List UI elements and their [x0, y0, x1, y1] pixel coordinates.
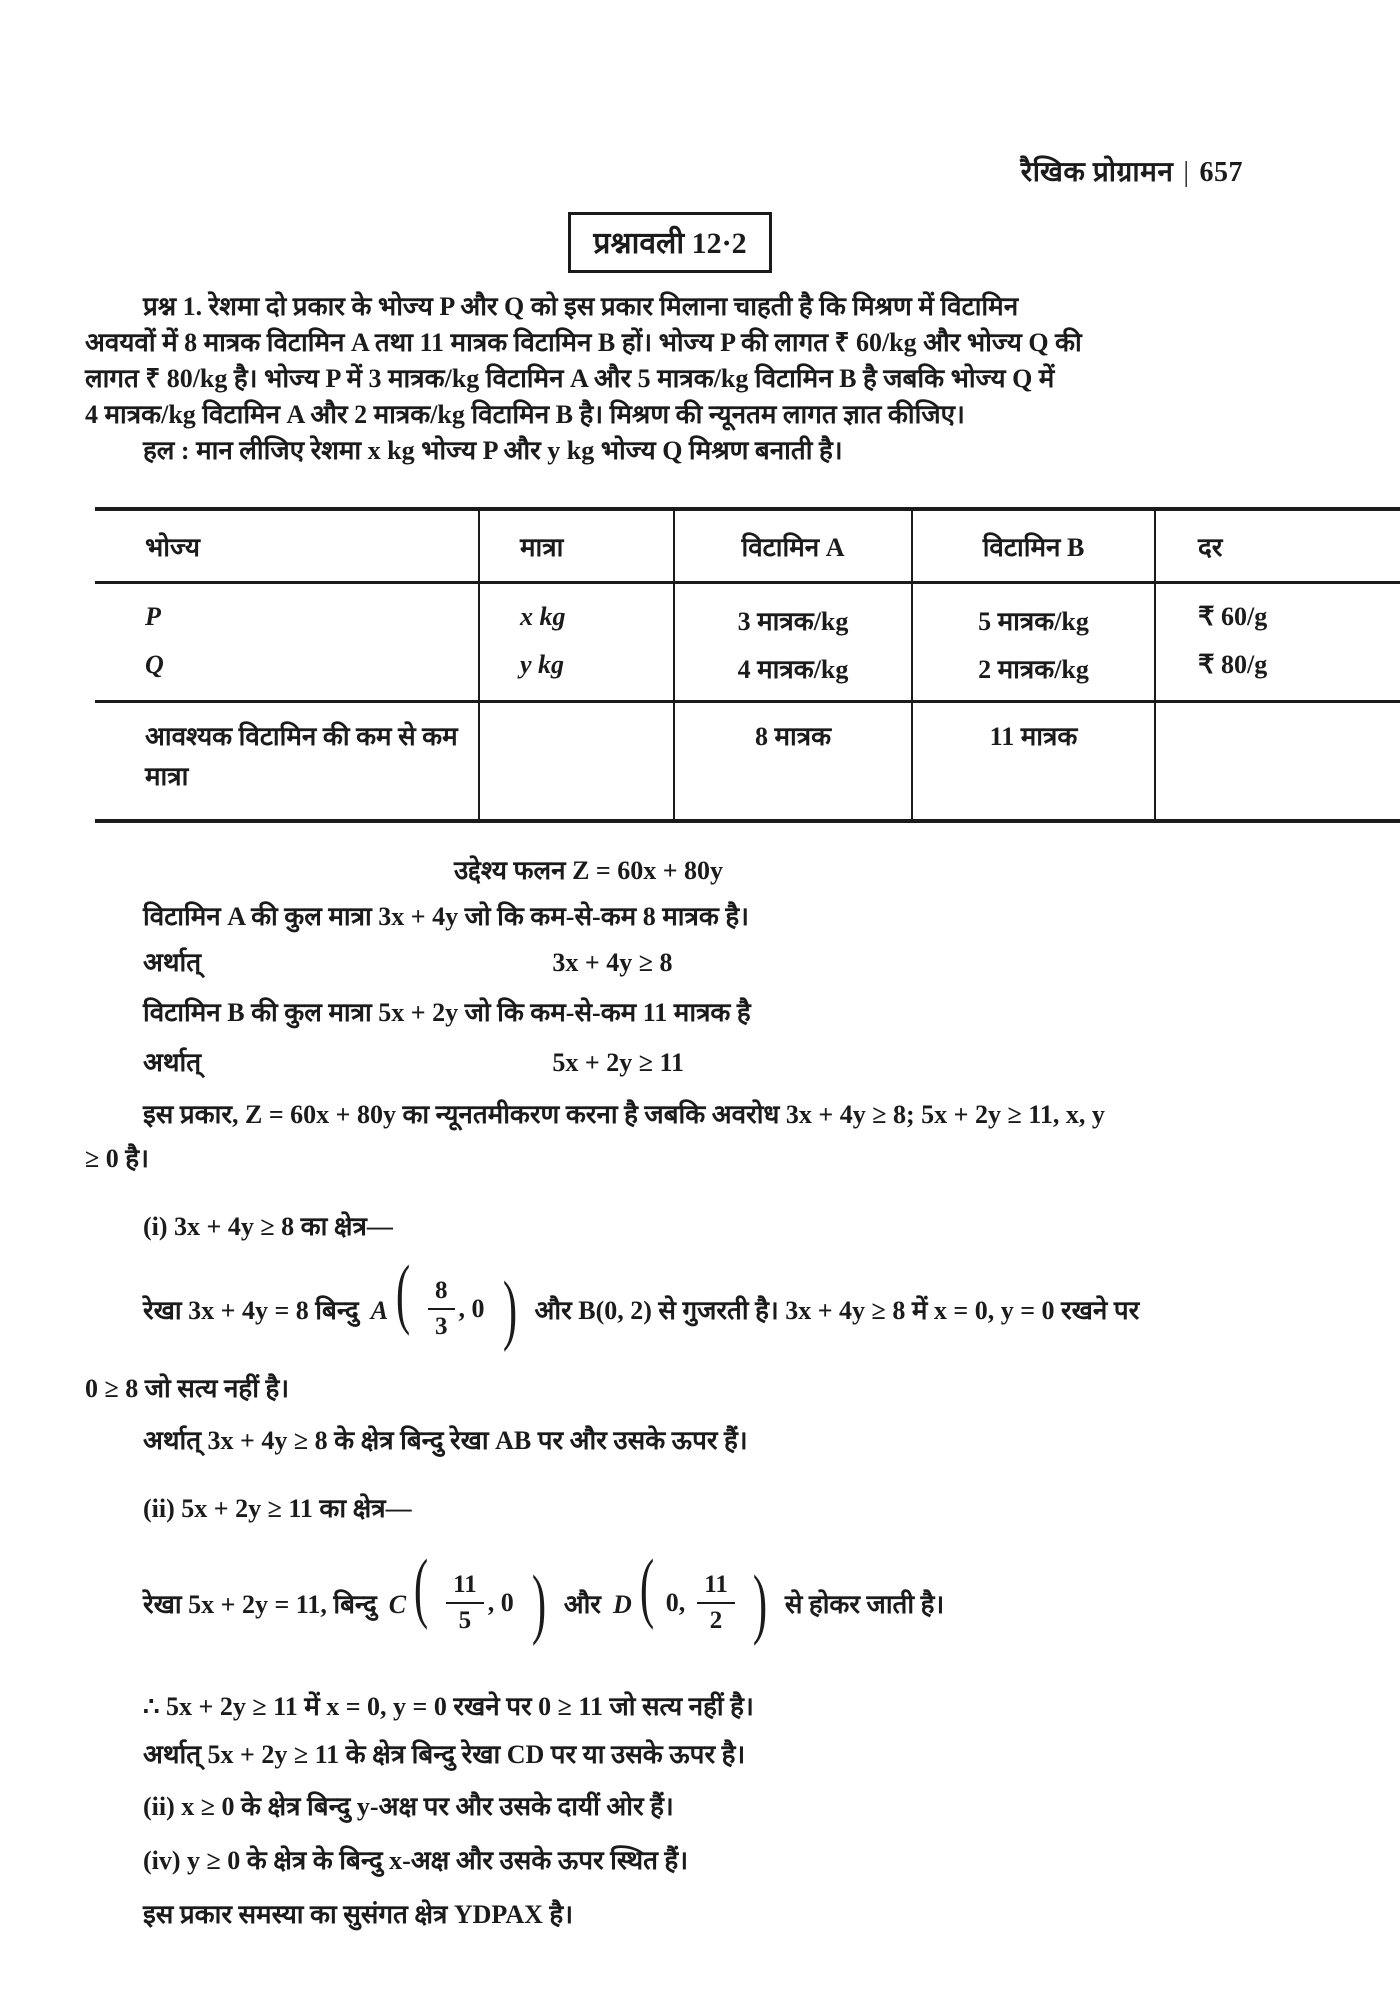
- arthat-label-2: अर्थात्: [143, 1048, 202, 1077]
- conclusion-line: इस प्रकार समस्या का सुसंगत क्षेत्र YDPAX है।: [143, 1900, 574, 1929]
- cell-min-qty: [479, 702, 674, 822]
- fraction-11-5: [446, 1570, 484, 1636]
- region1-line3: अर्थात् 3x + 4y ≥ 8 के क्षेत्र बिन्दु रेखा AB पर और उसके ऊपर हैं।: [143, 1426, 748, 1455]
- question-line-1: प्रश्न 1. रेशमा दो प्रकार के भोज्य P और Q को इस प्रकार मिलाना चाहती है कि मिश्रण में विटामिन: [143, 292, 1019, 321]
- region1-line: रेखा 3x + 4y = 8 बिन्दु A ( $\frac{8}{3}$ , 0 ) और B(0, 2) से गुजरती है। 3x + 4y ≥ 8 में x = 0, y = 0 रखने पर: [143, 1248, 1140, 1352]
- table-row: [95, 583, 1400, 645]
- exercise-title: प्रश्नावली 12·2: [568, 212, 771, 273]
- cell-vitb-q: 2 मात्रक/kg: [912, 644, 1155, 702]
- col-header-vitamin-a: विटामिन A: [674, 509, 912, 583]
- region2-mid: और: [563, 1590, 601, 1619]
- fraction-8-3: [428, 1276, 455, 1342]
- region2-line3: अर्थात् 5x + 2y ≥ 11 के क्षेत्र बिन्दु रेखा CD पर या उसके ऊपर है।: [143, 1740, 746, 1769]
- page-number: 657: [1199, 157, 1243, 188]
- cell-rate-q: ₹ 80/g: [1155, 644, 1400, 702]
- region2-heading: (ii) 5x + 2y ≥ 11 का क्षेत्र—: [143, 1494, 412, 1523]
- region3-line: (ii) x ≥ 0 के क्षेत्र बिन्दु y-अक्ष पर और उसके दायीं ओर हैं।: [143, 1792, 674, 1821]
- point-d: D (: [612, 1542, 654, 1630]
- vitamin-a-constraint-line: विटामिन A की कुल मात्रा 3x + 4y जो कि कम-से-कम 8 मात्रक है।: [143, 902, 749, 931]
- col-header-rate: दर: [1155, 509, 1400, 583]
- point-d-label: D: [612, 1589, 632, 1619]
- col-header-vitamin-b: विटामिन B: [912, 509, 1155, 583]
- point-a-label: A: [370, 1295, 389, 1325]
- table-header-row: [95, 509, 1400, 583]
- table-row: [95, 702, 1400, 822]
- inequality-1: 3x + 4y ≥ 8: [552, 948, 673, 977]
- cell-min-label: आवश्यक विटामिन की कम से कम मात्रा: [145, 722, 458, 791]
- region2-line: रेखा 5x + 2y = 11, बिन्दु C ( $\frac{11}{5}$ , 0 ) और D ( 0, $\frac{11}{2}$ ) से होकर जाती है।: [143, 1542, 945, 1646]
- objective-function-line: उद्देश्य फलन Z = 60x + 80y: [454, 856, 724, 885]
- region4-line: (iv) y ≥ 0 के क्षेत्र के बिन्दु x-अक्ष और उसके ऊपर स्थित हैं।: [143, 1846, 689, 1875]
- fraction-11-2: [697, 1570, 735, 1636]
- summary-line-2: ≥ 0 है।: [85, 1144, 149, 1173]
- cell-vita-p: 3 मात्रक/kg: [674, 583, 912, 645]
- summary-line-1: इस प्रकार, Z = 60x + 80y का न्यूनतमीकरण करना है जबकि अवरोध 3x + 4y ≥ 8; 5x + 2y ≥ 11, x, y: [143, 1100, 1105, 1129]
- col-header-food: भोज्य: [95, 509, 479, 583]
- cell-food-q: Q: [95, 644, 479, 702]
- point-c-tail: , 0: [487, 1588, 514, 1617]
- exercise-box-wrap: [85, 212, 1255, 273]
- table-row: [95, 644, 1400, 702]
- arthat-line-2: [85, 1041, 1315, 1085]
- fraction-numerator: 8: [428, 1276, 455, 1310]
- point-c-label: C: [388, 1589, 407, 1619]
- vitamin-table-wrap: [95, 507, 1315, 823]
- region1-line2: 0 ≥ 8 जो सत्य नहीं है।: [85, 1374, 290, 1403]
- cell-qty-q: y kg: [479, 644, 674, 702]
- vitamin-table: [95, 507, 1400, 823]
- fraction-numerator: 11: [446, 1570, 484, 1604]
- cell-vitb-p: 5 मात्रक/kg: [912, 583, 1155, 645]
- point-a-tail: , 0: [458, 1294, 485, 1323]
- question-line-4: 4 मात्रक/kg विटामिन A और 2 मात्रक/kg विटामिन B है। मिश्रण की न्यूनतम लागत ज्ञात कीजिए।: [85, 400, 965, 429]
- chapter-title: रैखिक प्रोग्रामन: [1020, 157, 1174, 188]
- header-separator: |: [1183, 157, 1190, 188]
- question-line-3: लागत ₹ 80/kg है। भोज्य P में 3 मात्रक/kg विटामिन A और 5 मात्रक/kg विटामिन B है जबकि भोज्य Q में: [85, 364, 1055, 393]
- point-c: C (: [388, 1542, 429, 1630]
- cell-vita-q: 4 मात्रक/kg: [674, 644, 912, 702]
- cell-rate-p: ₹ 60/g: [1155, 583, 1400, 645]
- arthat-line-1: [85, 941, 1315, 985]
- cell-min-rate: [1155, 702, 1400, 822]
- region1-heading: (i) 3x + 4y ≥ 8 का क्षेत्र—: [143, 1212, 393, 1241]
- cell-qty-p: x kg: [479, 583, 674, 645]
- vitamin-b-constraint-line: विटामिन B की कुल मात्रा 5x + 2y जो कि कम-से-कम 11 मात्रक है: [143, 998, 751, 1027]
- region2-line-pre: रेखा 5x + 2y = 11, बिन्दु: [143, 1590, 377, 1619]
- fraction-numerator: 11: [697, 1570, 735, 1604]
- point-d-head: 0,: [665, 1588, 686, 1617]
- fraction-denominator: 5: [458, 1607, 472, 1634]
- page-header: [85, 152, 1315, 190]
- question-line-2: अवयवों में 8 मात्रक विटामिन A तथा 11 मात्रक विटामिन B हों। भोज्य P की लागत ₹ 60/kg और भोज्य Q की: [85, 328, 1082, 357]
- fraction-denominator: 2: [709, 1607, 723, 1634]
- region2-line-post: से होकर जाती है।: [784, 1590, 945, 1619]
- solution-intro-line: हल : मान लीजिए रेशमा x kg भोज्य P और y kg भोज्य Q मिश्रण बनाती है।: [143, 436, 843, 465]
- question-paragraph: [85, 289, 1315, 469]
- fraction-denominator: 3: [435, 1313, 448, 1340]
- point-a: A (: [370, 1248, 411, 1336]
- inequality-2: 5x + 2y ≥ 11: [552, 1048, 685, 1077]
- cell-min-vitb: 11 मात्रक: [912, 702, 1155, 822]
- col-header-quantity: मात्रा: [479, 509, 674, 583]
- cell-min-vita: 8 मात्रक: [674, 702, 912, 822]
- region1-line-post: और B(0, 2) से गुजरती है। 3x + 4y ≥ 8 में x = 0, y = 0 रखने पर: [534, 1296, 1140, 1325]
- region2-line2: ∴ 5x + 2y ≥ 11 में x = 0, y = 0 रखने पर 0 ≥ 11 जो सत्य नहीं है।: [143, 1692, 754, 1721]
- arthat-label-1: अर्थात्: [143, 948, 202, 977]
- region1-line-pre: रेखा 3x + 4y = 8 बिन्दु: [143, 1296, 359, 1325]
- cell-food-p: P: [145, 602, 161, 631]
